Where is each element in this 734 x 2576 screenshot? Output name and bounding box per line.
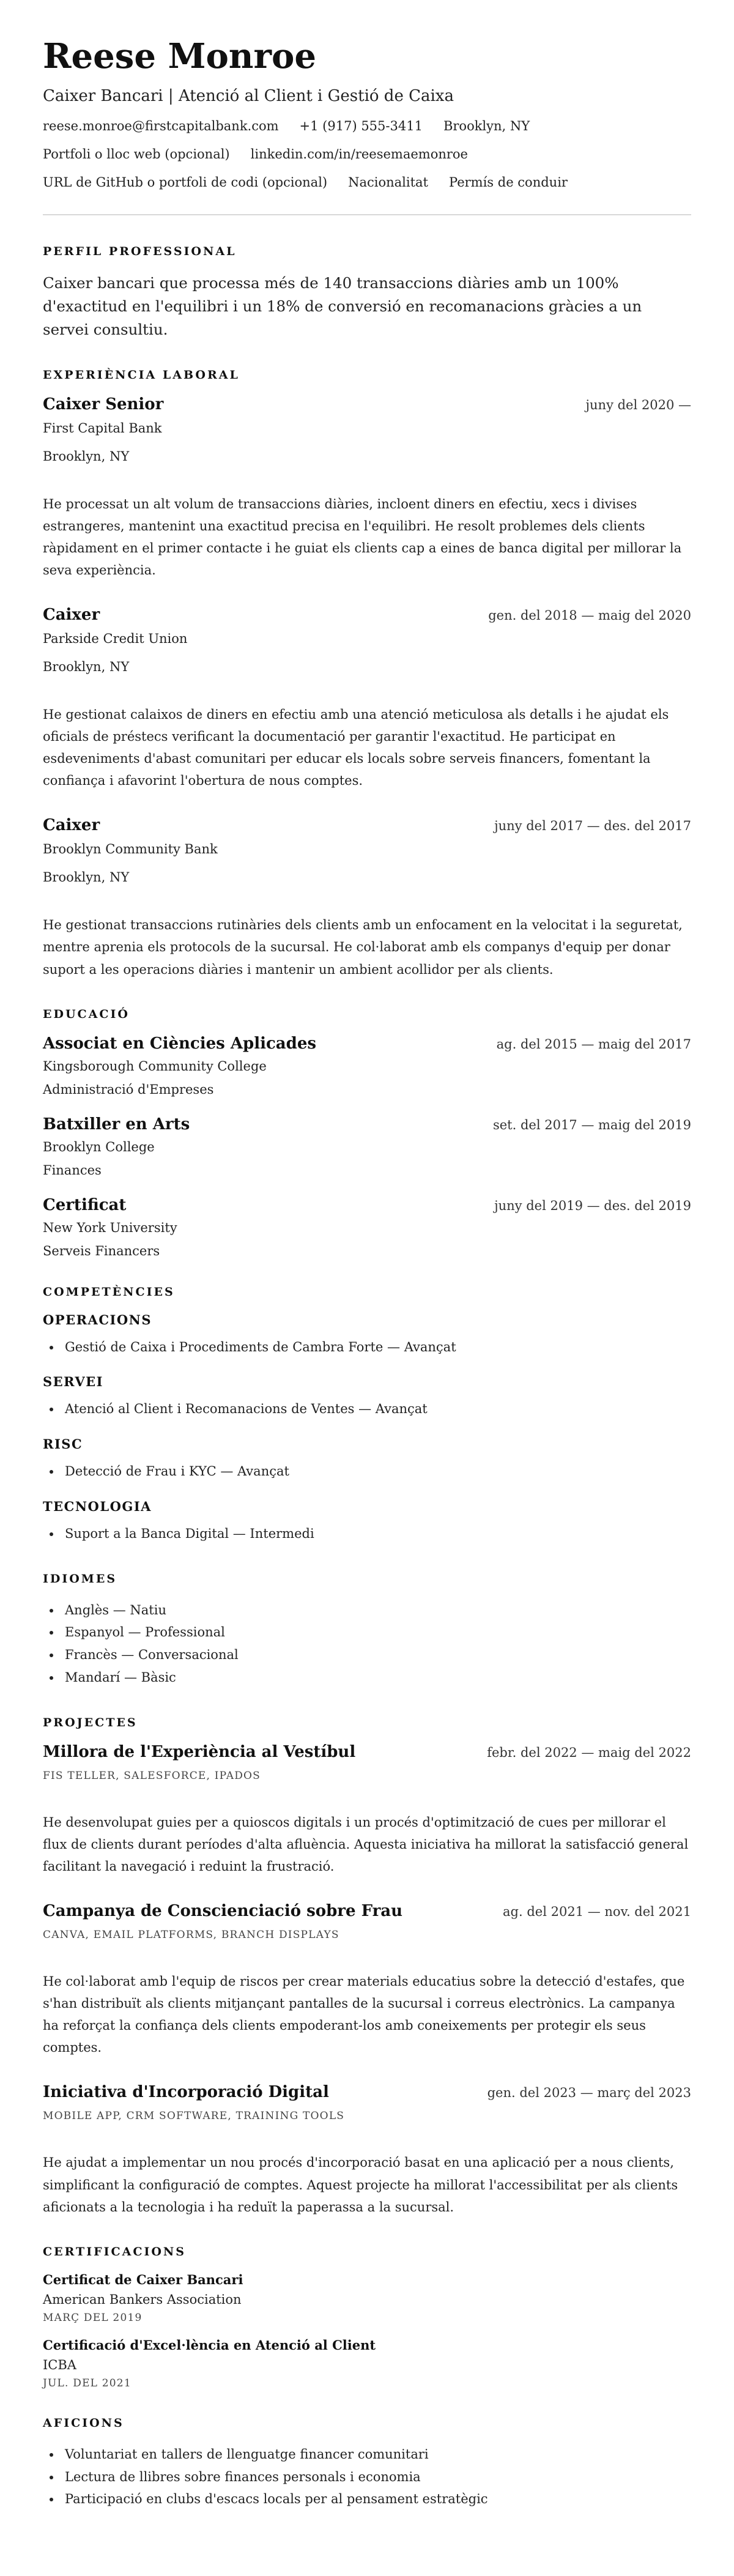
skills-section [43,1285,691,1545]
contact-row-1 [43,119,691,133]
experience-entry [43,606,691,792]
skill-list [43,1336,691,1359]
school-name: Kingsborough Community College [43,1058,267,1074]
experience-section [43,368,691,981]
header-divider [43,214,691,215]
job-description: He gestionat transaccions rutinàries dels clients amb un enfocament en la velocitat i la seguretat, mentre aprenia els protocols de la sucursal. He col·laborat amb els companys d'equip per donar suport a les operacions diàries i mantenir un ambient acollidor per als clients. [43,918,683,977]
projects-section [43,1716,691,2218]
project-tech: MOBILE APP, CRM SOFTWARE, TRAINING TOOLS [43,2110,345,2123]
experience-entry [43,816,691,980]
project-tech: CANVA, EMAIL PLATFORMS, BRANCH DISPLAYS [43,1929,339,1942]
job-dates: gen. del 2018 — maig del 2020 [488,607,691,623]
certification-entry [43,2337,691,2389]
degree: Certificat [43,1195,127,1214]
interest-item: • Lectura de llibres sobre finances personals i economia [61,2466,691,2489]
section-title: EXPERIÈNCIA LABORAL [43,368,240,382]
education-dates: ag. del 2015 — maig del 2017 [496,1036,691,1052]
section-title: PERFIL PROFESSIONAL [43,244,237,258]
certification-name: Certificat de Caixer Bancari [43,2271,243,2287]
degree: Associat en Ciències Aplicades [43,1034,317,1053]
phone[interactable]: +1 (917) 555-3411 [299,118,423,133]
headline: Caixer Bancari | Atenció al Client i Gestió de Caixa [43,86,454,105]
summary-section [43,245,691,341]
github-link[interactable]: URL de GitHub o portfoli de codi (opcional) [43,174,328,190]
portfolio-link[interactable]: Portfoli o lloc web (opcional) [43,146,230,161]
certification-date: MARÇ DEL 2019 [43,2311,143,2324]
education-entry [43,1034,691,1097]
resume-header [43,38,691,190]
skill-item: • Detecció de Frau i KYC — Avançat [61,1460,691,1483]
driving-license: Permís de conduir [449,174,568,190]
nationality: Nacionalitat [348,174,429,190]
education-entry [43,1115,691,1178]
experience-entry [43,395,691,581]
certification-issuer: ICBA [43,2357,76,2372]
language-item: • Mandarí — Bàsic [61,1666,691,1689]
skill-category: TECNOLOGIA [43,1498,152,1514]
skill-list [43,1460,691,1483]
project-dates: febr. del 2022 — maig del 2022 [487,1745,691,1760]
degree: Batxiller en Arts [43,1115,190,1134]
project-description: He col·laborat amb l'equip de riscos per crear materials educatius sobre la detecció d'estafes, que s'han distribuït als clients mitjançant pantalles de la sucursal i correus electrònics. La campanya ha reforçat la confiança dels clients empoderant-los amb coneixements per protegir els seus comptes. [43,1974,685,2055]
skill-item: • Atenció al Client i Recomanacions de Ventes — Avançat [61,1398,691,1420]
project-entry [43,1743,691,1877]
education-dates: set. del 2017 — maig del 2019 [492,1117,691,1132]
school-name: New York University [43,1220,177,1235]
project-description: He ajudat a implementar un nou procés d'incorporació basat en una aplicació per a nous clients, simplificant la configuració de comptes. Aquest projecte ha millorat l'accessibilitat per als clients aficionats a la tecnologia i ha reduït la paperassa a la sucursal. [43,2155,678,2214]
project-dates: ag. del 2021 — nov. del 2021 [503,1904,691,1920]
company-name: Brooklyn Community Bank [43,842,218,857]
skill-item: • Suport a la Banca Digital — Intermedi [61,1523,691,1545]
linkedin-link[interactable]: linkedin.com/in/reesemaemonroe [250,146,468,161]
job-description: He processat un alt volum de transaccions diàries, incloent diners en efectiu, xecs i divises estrangeres, mantenint una exactitud precisa en l'equilibri. He resolt problemes dels clients ràpidament en el primer contacte i he guiat els clients cap a eines de banca digital per millorar la seva experiència. [43,496,682,577]
certification-entry [43,2272,691,2324]
language-item: • Francès — Conversacional [61,1644,691,1666]
email[interactable]: reese.monroe@firstcapitalbank.com [43,118,279,133]
job-location: Brooklyn, NY [43,448,130,464]
job-dates: juny del 2020 — [585,397,691,412]
project-title: Millora de l'Experiència al Vestíbul [43,1742,356,1761]
job-dates: juny del 2017 — des. del 2017 [494,818,691,834]
languages-section [43,1572,691,1689]
education-entry [43,1196,691,1258]
certification-date: JUL. DEL 2021 [43,2377,132,2389]
contact-row-3 [43,175,691,190]
certification-issuer: American Bankers Association [43,2292,242,2307]
project-entry [43,1902,691,2058]
project-title: Campanya de Conscienciació sobre Frau [43,1902,403,1921]
project-tech: FIS TELLER, SALESFORCE, IPADOS [43,1769,261,1782]
project-entry [43,2083,691,2218]
summary-text: Caixer bancari que processa més de 140 transaccions diàries amb un 100% d'exactitud en l'equilibri i un 18% de conversió en recomanacions gràcies a un servei consultiu. [43,273,642,338]
section-title: IDIOMES [43,1572,117,1586]
section-title: CERTIFICACIONS [43,2244,186,2259]
interest-item: • Voluntariat en tallers de llenguatge financer comunitari [61,2443,691,2466]
location: Brooklyn, NY [443,118,530,133]
company-name: Parkside Credit Union [43,631,188,646]
school-name: Brooklyn College [43,1139,155,1154]
job-location: Brooklyn, NY [43,659,130,674]
job-title: Caixer [43,605,100,624]
project-dates: gen. del 2023 — març del 2023 [487,2085,691,2101]
field-of-study: Administració d'Empreses [43,1082,214,1097]
field-of-study: Serveis Financers [43,1243,160,1258]
section-title: EDUCACIÓ [43,1007,130,1021]
job-description: He gestionat calaixos de diners en efectiu amb una atenció meticulosa als detalls i he ajudat els oficials de préstecs verificant la documentació per garantir l'exactitud. He participat en esdeveniments d'abast comunitari per educar els locals sobre serveis financers, fomentant la confiança i afavorint l'obertura de nous comptes. [43,707,669,789]
skill-category: SERVEI [43,1374,103,1390]
certification-name: Certificació d'Excel·lència en Atenció al Client [43,2337,376,2353]
contact-row-2 [43,147,691,161]
company-name: First Capital Bank [43,420,162,436]
project-title: Iniciativa d'Incorporació Digital [43,2083,329,2102]
job-title: Caixer [43,816,100,835]
certifications-section [43,2245,691,2389]
job-location: Brooklyn, NY [43,870,130,885]
interest-list [43,2443,691,2511]
language-item: • Anglès — Natiu [61,1599,691,1622]
skill-category: RISC [43,1436,83,1452]
skill-list [43,1523,691,1545]
section-title: COMPETÈNCIES [43,1285,175,1299]
section-title: PROJECTES [43,1715,138,1729]
education-section [43,1008,691,1258]
section-title: AFICIONS [43,2416,124,2430]
skill-category: OPERACIONS [43,1312,152,1327]
education-dates: juny del 2019 — des. del 2019 [494,1198,691,1213]
project-description: He desenvolupat guies per a quioscos digitals i un procés d'optimització de cues per millorar el flux de clients durant períodes d'alta afluència. Aquesta iniciativa ha millorat la satisfacció general facilitant la navegació i reduint la frustració. [43,1814,689,1874]
skill-item: • Gestió de Caixa i Procediments de Cambra Forte — Avançat [61,1336,691,1359]
interests-section [43,2416,691,2511]
job-title: Caixer Senior [43,395,164,414]
candidate-name: Reese Monroe [43,36,316,76]
field-of-study: Finances [43,1162,102,1178]
language-list [43,1599,691,1689]
skill-list [43,1398,691,1420]
interest-item: • Participació en clubs d'escacs locals per al pensament estratègic [61,2488,691,2511]
language-item: • Espanyol — Professional [61,1621,691,1644]
